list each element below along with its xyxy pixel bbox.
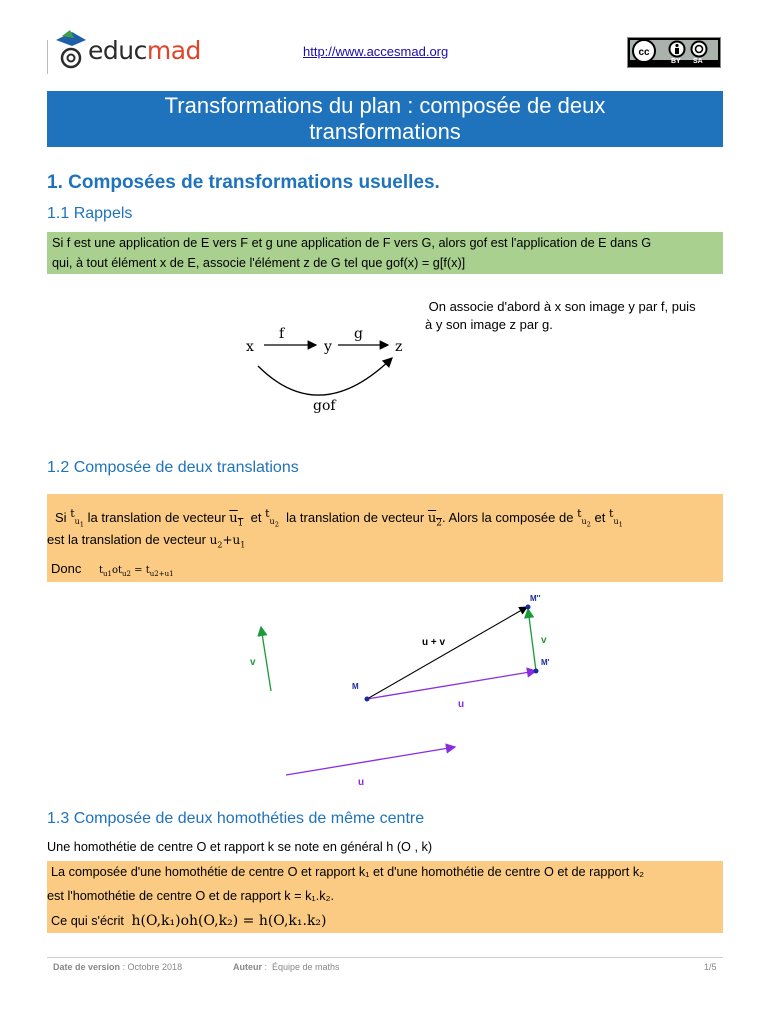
vector-v-on-M1 <box>528 609 536 671</box>
text-si: Si <box>55 510 67 525</box>
homothety-line-1: La composée d'une homothétie de centre O et rapport k₁ et d'une homothétie de centre O et de rapport k₂ <box>51 865 645 879</box>
text-translation-2: la translation de vecteur <box>286 510 425 525</box>
translation-line-3: Donc $t_{u1}ot_{u2} = t_{u2+u1}$ <box>51 561 174 578</box>
license-by: BY <box>671 58 681 65</box>
text-translation-vector: est la translation de vecteur <box>47 532 206 547</box>
version-value: : Octobre 2018 <box>120 962 183 972</box>
translation-figure <box>230 585 610 790</box>
label-v-on-M1: v <box>541 635 547 646</box>
header-divider <box>47 40 48 74</box>
composition-diagram <box>240 318 420 418</box>
author-label: Auteur <box>233 962 262 972</box>
definition-box <box>47 232 723 274</box>
subsection-heading-1-1: 1.1 Rappels <box>47 205 133 222</box>
page-number: 1/5 <box>704 962 717 972</box>
diagram-g: g <box>354 326 363 342</box>
page-title <box>47 91 723 147</box>
arrow-gof <box>258 358 392 395</box>
diagram-x: x <box>246 339 254 355</box>
site-link[interactable]: http://www.accesmad.org <box>303 44 449 59</box>
text-donc: Donc <box>51 561 82 576</box>
homothety-line-2: est l'homothétie de centre O et de rapport k = k₁.k₂. <box>47 889 335 903</box>
composition-explanation <box>425 298 725 334</box>
translation-line-1: Si $^tu_1$ la translation de vecteur $u_1$ et $^tu_2$ la translation de vecteur $u_2$. Alors la composée de $^tu_2$ et $^tu_1$ <box>55 507 623 529</box>
definition-line-1: Si f est une application de E vers F et g une application de F vers G, alors gof est l'application de E dans G <box>52 236 652 250</box>
diagram-z: z <box>395 339 403 355</box>
label-v-standalone: v <box>250 657 256 668</box>
text-et-2: et <box>594 510 606 525</box>
vector-u-standalone <box>286 747 455 775</box>
label-u-plus-v: u + v <box>422 637 446 648</box>
point-M2 <box>526 605 531 610</box>
section-heading: 1. Composées de transformations usuelles. <box>47 172 440 193</box>
label-u-standalone: u <box>358 777 365 788</box>
translation-line-2: est la translation de vecteur $u_2+u_1$ <box>47 532 246 550</box>
explanation-line-2: à y son image z par g. <box>425 317 553 332</box>
definition-line-2: qui, à tout élément x de E, associe l'élément z de G tel que gof(x) = g[f(x)] <box>52 256 466 270</box>
homothety-intro: Une homothétie de centre O et rapport k se note en général h (O , k) <box>47 840 433 854</box>
text-composee: . Alors la composée de <box>441 510 574 525</box>
homothety-box <box>47 861 723 933</box>
version-label: Date de version <box>53 962 121 972</box>
logo-accent: mad <box>146 36 201 65</box>
diagram-f: f <box>279 326 285 342</box>
cc-label: cc <box>638 47 650 58</box>
footer-divider <box>47 957 723 958</box>
subsection-heading-1-3: 1.3 Composée de deux homothéties de même centre <box>47 810 425 827</box>
text-et-1: et <box>250 510 262 525</box>
text-ce-qui-secrit: Ce qui s'écrit <box>51 914 124 928</box>
logo <box>52 28 202 72</box>
point-M <box>365 697 370 702</box>
title-line-2: transformations <box>309 119 461 144</box>
footer-author <box>233 962 340 972</box>
text-translation-1: la translation de vecteur <box>87 510 226 525</box>
logo-icon <box>52 28 92 72</box>
diagram-gof: gof <box>313 398 336 414</box>
explanation-line-1: On associe d'abord à x son image y par f, puis <box>425 299 696 314</box>
title-line-1: Transformations du plan : composée de deux <box>164 93 606 118</box>
label-u-on-M: u <box>458 699 465 710</box>
translation-box <box>47 494 723 582</box>
by-icon <box>668 40 686 58</box>
label-M: M <box>352 682 359 691</box>
diagram-y: y <box>324 339 332 355</box>
logo-prefix: educ <box>88 36 147 65</box>
license-badge <box>627 37 721 68</box>
label-M2: M'' <box>530 594 541 603</box>
author-value: : Équipe de maths <box>262 962 340 972</box>
license-sa: SA <box>693 58 703 65</box>
sa-icon <box>690 40 708 58</box>
vector-v-standalone <box>261 627 271 691</box>
homothety-formula: h(O,k₁)oh(O,k₂) = h(O,k₁.k₂) <box>131 913 327 929</box>
point-M1 <box>534 669 539 674</box>
homothety-line-3 <box>51 911 327 931</box>
label-M1: M' <box>541 658 550 667</box>
footer-version <box>53 962 182 972</box>
subsection-heading-1-2: 1.2 Composée de deux translations <box>47 459 299 476</box>
